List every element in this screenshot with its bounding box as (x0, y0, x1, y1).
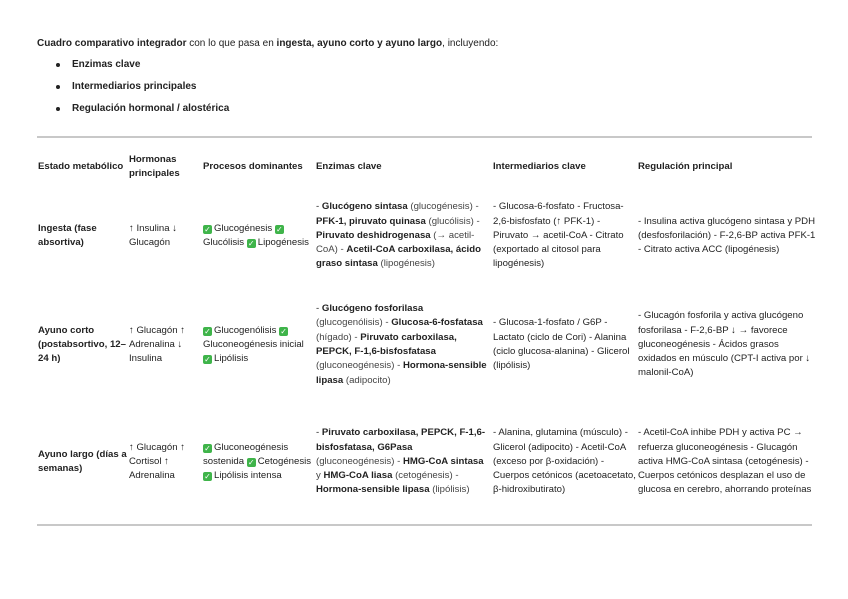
enzymes-cell: - Glucógeno fosforilasa (glucogenólisis) - Glucosa-6-fosfatasa (hígado) - Piruvato carboxilasa, PEPCK, F-1,6-bisfosfatasa (gluconeogénesis) - Hormona-sensible lipasa (adipocito) (316, 303, 487, 386)
header-cell: Regulación principal (638, 160, 733, 172)
bullet-item: Regulación hormonal / alostérica (37, 101, 229, 123)
enzymes-cell: - Piruvato carboxilasa, PEPCK, F-1,6-bisfosfatasa, G6Pasa (gluconeogénesis) - HMG-CoA sintasa y HMG-CoA liasa (cetogénesis) - Hormona-sensible lipasa (lipólisis) (316, 427, 486, 496)
enzymes-cell: - Glucógeno sintasa (glucogénesis) - PFK-1, piruvato quinasa (glucólisis) - Piruvato deshidrogenasa (→ acetil-CoA) - Acetil-CoA carboxilasa, ácido graso sintasa (lipogénesis) (316, 201, 481, 270)
hormones-cell: ↑ Insulina ↓ Glucagón (129, 222, 177, 248)
intro-bold-title: Cuadro comparativo integrador (37, 38, 187, 49)
checkmark-icon: ✓ (280, 326, 287, 336)
header-cell: Intermediarios clave (493, 160, 586, 172)
checkmark-icon: ✓ (204, 472, 211, 482)
header-cell: Hormonas principales (129, 153, 180, 179)
intro-text: con lo que pasa en (186, 38, 277, 49)
state-cell: Ayuno corto (postabsortivo, 12–24 h) (38, 324, 126, 365)
intermediates-cell: - Alanina, glutamina (músculo) - Glicerol (adipocito) - Acetil-CoA (exceso por β-oxidación) - Cuerpos cetónicos (acetoacetato, β-hidroxibutirato) (493, 427, 636, 496)
state-cell: Ingesta (fase absortiva) (38, 222, 97, 248)
processes-cell: ✓ Glucogénesis ✓Glucólisis ✓ Lipogénesis (203, 222, 309, 248)
processes-cell: ✓ Gluconeogénesis sostenida ✓ Cetogénesis ✓ Lipólisis intensa (203, 441, 312, 482)
table-header-row (37, 149, 817, 185)
intermediates-cell: - Glucosa-6-fosfato - Fructosa-2,6-bisfosfato (↑ PFK-1) - Piruvato → acetil-CoA - Citrato (exportado al citosol para lipogénesis) (493, 201, 624, 270)
state-cell: Ayuno largo (días a semanas) (38, 448, 127, 474)
table-row (37, 403, 817, 521)
checkmark-icon: ✓ (204, 355, 211, 365)
checkmark-icon: ✓ (275, 224, 283, 234)
hormones-cell: ↑ Glucagón ↑ Adrenalina ↓ Insulina (129, 324, 185, 365)
top-divider (37, 136, 812, 138)
bullet-item: Enzimas clave (37, 57, 229, 79)
checkmark-icon: ✓ (247, 457, 255, 467)
table-row (37, 287, 817, 403)
bottom-divider (37, 524, 812, 526)
intro-bold-phases: ingesta, ayuno corto y ayuno largo (276, 38, 443, 49)
bullet-item: Intermediarios principales (37, 79, 229, 101)
comparison-table (37, 149, 817, 521)
checkmark-icon: ✓ (204, 326, 211, 336)
checkmark-icon: ✓ (204, 224, 211, 234)
header-cell: Procesos dominantes (203, 160, 303, 172)
regulation-cell: - Glucagón fosforila y activa glucógeno fosforilasa - F-2,6-BP ↓ → favorece gluconeogénesis - Ácidos grasos oxidados en músculo (CPT-I activa por ↓ malonil-CoA) (638, 310, 811, 379)
intro-text-end: , incluyendo: (442, 38, 499, 49)
header-cell: Estado metabólico (38, 160, 124, 172)
intro-paragraph (37, 37, 498, 50)
checkmark-icon: ✓ (204, 443, 211, 453)
checkmark-icon: ✓ (247, 239, 255, 248)
regulation-cell: - Insulina activa glucógeno sintasa y PDH (desfosforilación) - F-2,6-BP activa PFK-1 - Citrato activa ACC (lipogénesis) (638, 215, 816, 256)
intermediates-cell: - Glucosa-1-fosfato / G6P - Lactato (ciclo de Cori) - Alanina (ciclo glucosa-alanina) - Glicerol (lipólisis) (493, 317, 630, 372)
processes-cell: ✓ Glucogenólisis ✓Gluconeogénesis inicial ✓ Lipólisis (203, 324, 304, 365)
bullet-list (37, 57, 229, 123)
header-cell: Enzimas clave (316, 160, 382, 172)
table-row (37, 185, 817, 287)
regulation-cell: - Acetil-CoA inhibe PDH y activa PC → refuerza gluconeogénesis - Glucagón activa HMG-CoA sintasa (cetogénesis) - Cuerpos cetónicos desplazan el uso de glucosa en cerebro, ahorrando proteínas (638, 427, 812, 496)
hormones-cell: ↑ Glucagón ↑ Cortisol ↑ Adrenalina (129, 441, 185, 482)
